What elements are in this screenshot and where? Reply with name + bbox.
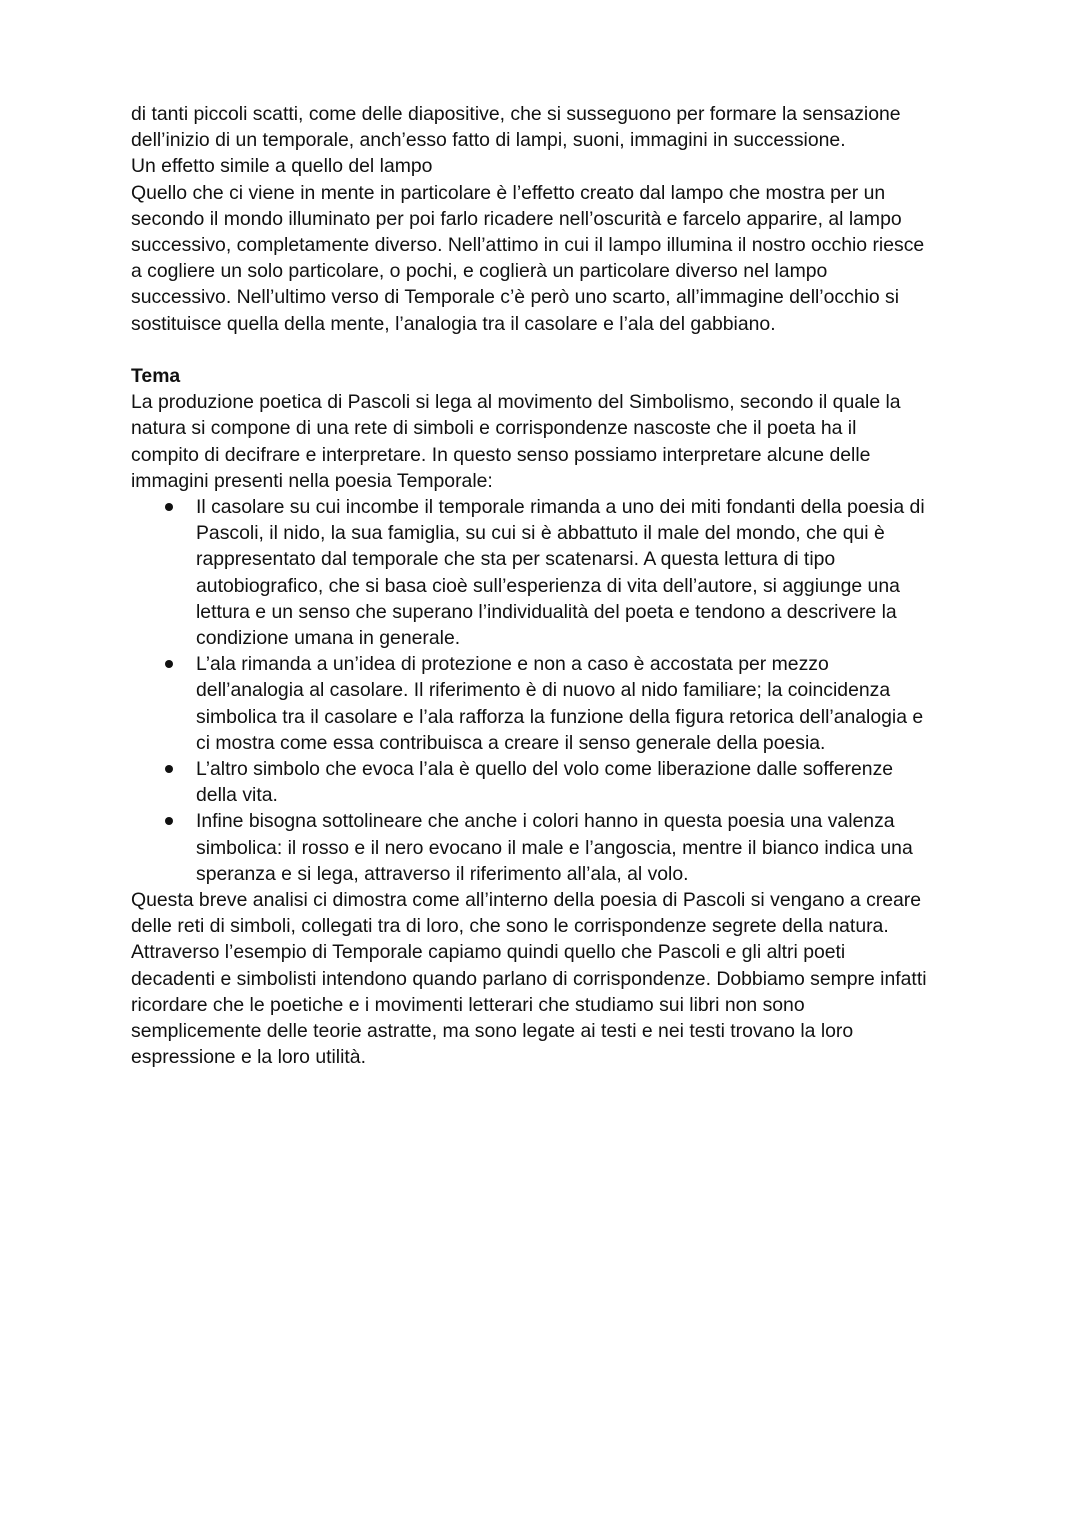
list-item <box>131 756 961 808</box>
text-line: Quello che ci viene in mente in particolare è l’effetto creato dal lampo che mostra per un <box>131 181 886 204</box>
bullet-icon <box>165 660 173 668</box>
intro-paragraph <box>131 101 961 337</box>
text-line: ricordare che le poetiche e i movimenti letterari che studiamo sui libri non sono <box>131 993 805 1016</box>
text-line: dell’inizio di un temporale, anch’esso fatto di lampi, suoni, immagini in successione. <box>131 129 846 152</box>
subheading-line: Un effetto simile a quello del lampo <box>131 155 433 178</box>
text-line: Il casolare su cui incombe il temporale rimanda a uno dei miti fondanti della poesia di <box>196 496 925 519</box>
list-item <box>131 651 961 756</box>
text-line: successivo. Nell’ultimo verso di Temporale c’è però uno scarto, all’immagine dell’occhio si <box>131 286 900 309</box>
text-line: Attraverso l’esempio di Temporale capiamo quindi quello che Pascoli e gli altri poeti <box>131 941 846 964</box>
text-line: sostituisce quella della mente, l’analogia tra il casolare e l’ala del gabbiano. <box>131 312 776 335</box>
bullet-icon <box>165 765 173 773</box>
text-line: L’altro simbolo che evoca l’ala è quello del volo come liberazione dalle sofferenze <box>196 758 894 781</box>
text-line: simbolica tra il casolare e l’ala rafforza la funzione della figura retorica dell’analogia e <box>196 705 924 728</box>
text-line: La produzione poetica di Pascoli si lega al movimento del Simbolismo, secondo il quale la <box>131 391 901 414</box>
text-line: della vita. <box>196 784 278 807</box>
text-line: decadenti e simbolisti intendono quando parlano di corrispondenze. Dobbiamo sempre infatti <box>131 967 927 990</box>
document-page <box>131 101 961 1071</box>
text-line: immagini presenti nella poesia Temporale: <box>131 469 493 492</box>
text-line: Questa breve analisi ci dimostra come all’interno della poesia di Pascoli si vengano a creare <box>131 889 922 912</box>
text-line: speranza e si lega, attraverso il riferimento all’ala, al volo. <box>196 862 689 885</box>
text-line: secondo il mondo illuminato per poi farlo ricadere nell’oscurità e farcelo apparire, al lampo <box>131 207 902 230</box>
text-line: ci mostra come essa contribuisca a creare il senso generale della poesia. <box>196 731 826 754</box>
text-line: rappresentato dal temporale che sta per scatenarsi. A questa lettura di tipo <box>196 548 836 571</box>
text-line: Infine bisogna sottolineare che anche i colori hanno in questa poesia una valenza <box>196 810 895 833</box>
bullet-icon <box>165 817 173 825</box>
text-line: semplicemente delle teorie astratte, ma sono legate ai testi e nei testi trovano la loro <box>131 1020 854 1043</box>
bullet-icon <box>165 503 173 511</box>
text-line: delle reti di simboli, collegati tra di loro, che sono le corrispondenze segrete della natura. <box>131 915 889 938</box>
text-line: simbolica: il rosso e il nero evocano il male e l’angoscia, mentre il bianco indica una <box>196 836 913 859</box>
text-line: condizione umana in generale. <box>196 627 461 650</box>
tema-paragraph <box>131 389 961 494</box>
text-line: autobiografico, che si basa cioè sull’esperienza di vita dell’autore, si aggiunge una <box>196 574 900 597</box>
text-line: dell’analogia al casolare. Il riferimento è di nuovo al nido familiare; la coincidenza <box>196 679 891 702</box>
text-line: Pascoli, il nido, la sua famiglia, su cui si è abbattuto il male del mondo, che qui è <box>196 522 885 545</box>
text-line: successivo, completamente diverso. Nell’attimo in cui il lampo illumina il nostro occhio riesce <box>131 234 925 257</box>
text-line: di tanti piccoli scatti, come delle diapositive, che si susseguono per formare la sensazione <box>131 103 901 125</box>
list-item <box>131 808 961 887</box>
closing-paragraph <box>131 887 961 1070</box>
list-item <box>131 494 961 651</box>
bullet-list <box>131 494 961 887</box>
section-heading: Tema <box>131 365 181 388</box>
text-line: L’ala rimanda a un’idea di protezione e non a caso è accostata per mezzo <box>196 653 829 676</box>
text-line: espressione e la loro utilità. <box>131 1046 366 1069</box>
text-line: a cogliere un solo particolare, o pochi, e coglierà un particolare diverso nel lampo <box>131 260 828 283</box>
paragraph-gap <box>131 337 961 363</box>
text-line: compito di decifrare e interpretare. In questo senso possiamo interpretare alcune delle <box>131 443 871 466</box>
text-line: natura si compone di una rete di simboli e corrispondenze nascoste che il poeta ha il <box>131 417 857 440</box>
text-line: lettura e un senso che superano l’individualità del poeta e tendono a descrivere la <box>196 600 897 623</box>
